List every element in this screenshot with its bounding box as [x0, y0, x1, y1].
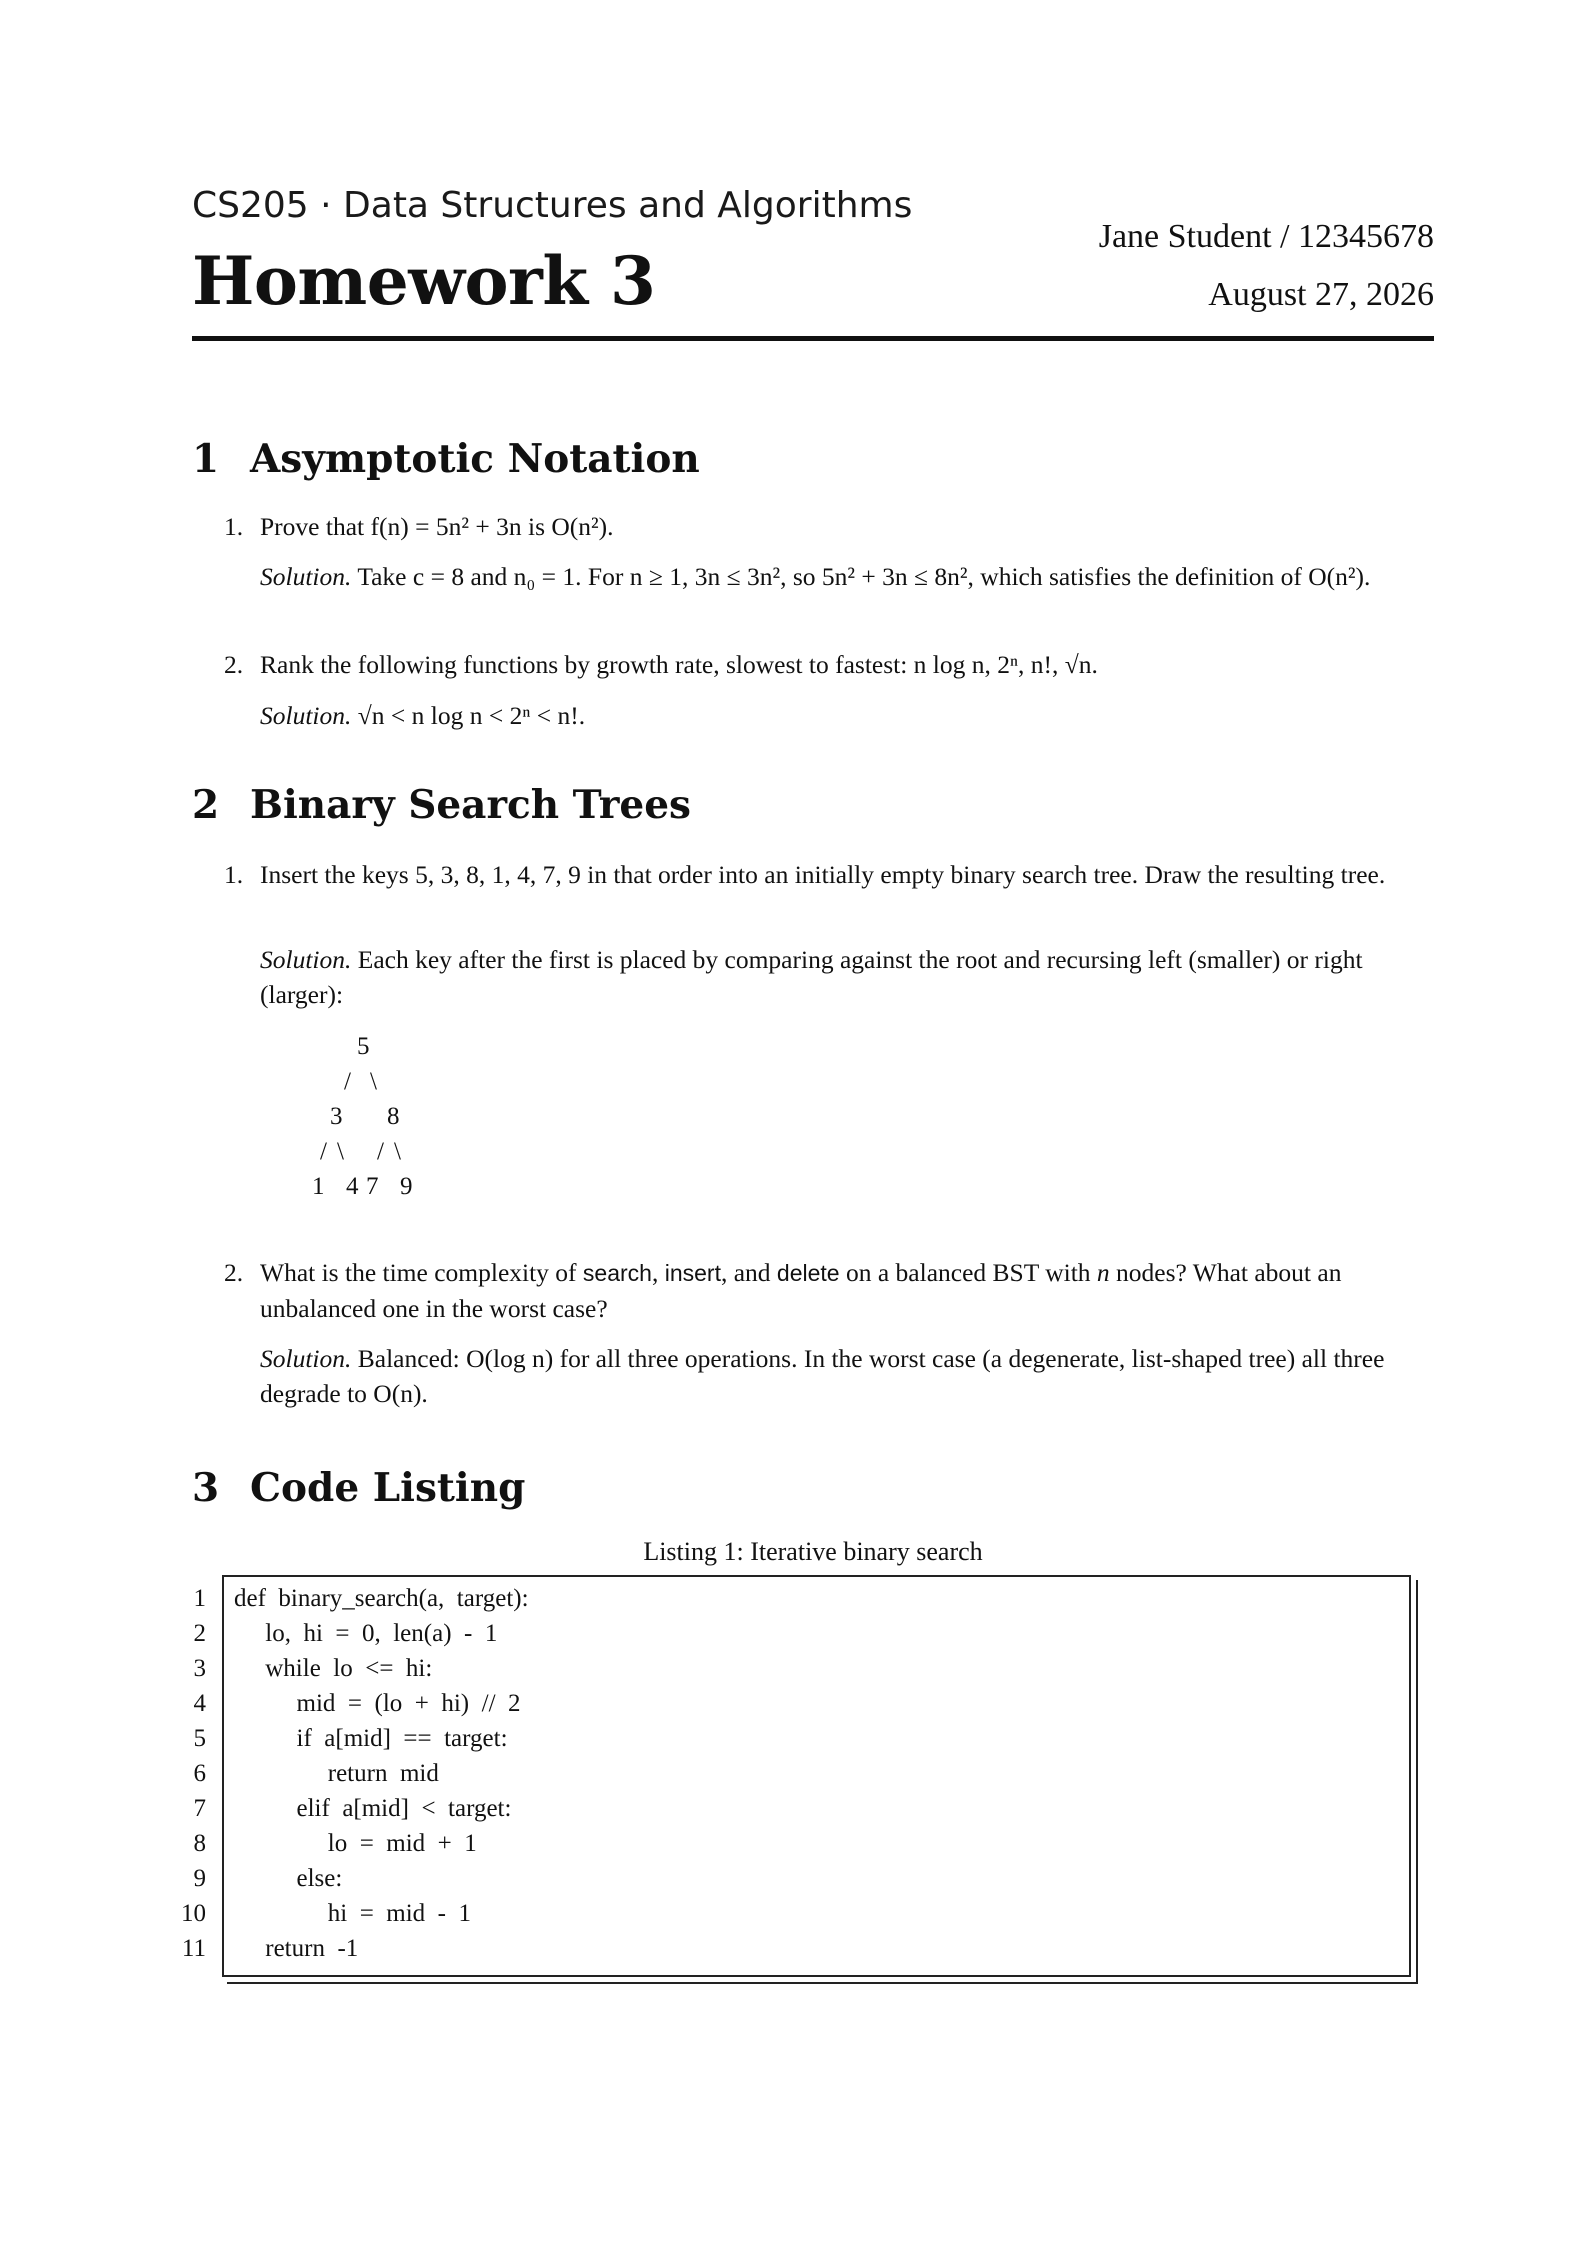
solution-block — [260, 559, 1434, 594]
solution-text: Take c = 8 and n₀ = 1. For n ≥ 1, 3n ≤ 3n², so 5n² + 3n ≤ 8n², which satisfies the definition of O(n²). — [357, 562, 1371, 591]
author-line: Jane Student / 12345678 — [1098, 218, 1434, 255]
section-title: Code Listing — [250, 1465, 526, 1511]
tree-node: 3 — [330, 1103, 343, 1130]
question-text-part: , and — [720, 1258, 777, 1287]
question-item — [224, 1255, 1434, 1326]
question-text: Prove that f(n) = 5n² + 3n is O(n²). — [260, 512, 614, 541]
code-line: else: — [234, 1865, 343, 1892]
question-text: Rank the following functions by growth rate, slowest to fastest: n log n, 2ⁿ, n!, √n. — [260, 650, 1098, 679]
course-name: CS205 · Data Structures and Algorithms — [192, 185, 913, 226]
header-rule — [192, 336, 1434, 341]
question-item — [224, 857, 1434, 892]
tree-node: 5 — [357, 1033, 370, 1060]
tree-node: 4 — [346, 1173, 359, 1200]
section-number: 2 — [192, 782, 220, 828]
line-number: 7 — [193, 1795, 206, 1822]
question-text-part: on a balanced BST with — [839, 1258, 1097, 1287]
date-line: August 27, 2026 — [1208, 276, 1434, 313]
math-variable: n — [1096, 1258, 1110, 1287]
tree-edge: / — [320, 1138, 327, 1165]
item-number: 2. — [224, 1258, 244, 1287]
tree-node: 1 — [312, 1173, 325, 1200]
inline-code: delete — [776, 1260, 840, 1286]
question-text: Insert the keys 5, 3, 8, 1, 4, 7, 9 in that order into an initially empty binary search tree. Draw the resulting tree. — [260, 860, 1386, 889]
question-item — [224, 647, 1434, 682]
line-number: 2 — [193, 1620, 206, 1647]
tree-edge: / — [344, 1068, 351, 1095]
document-page — [181, 0, 1434, 2245]
solution-block — [260, 1341, 1434, 1411]
solution-block — [260, 942, 1434, 1012]
tree-node: 7 — [366, 1173, 379, 1200]
code-line: return -1 — [234, 1935, 359, 1962]
tree-edge: \ — [370, 1068, 377, 1095]
item-number: 2. — [224, 650, 244, 679]
tree-node: 9 — [400, 1173, 413, 1200]
line-number: 6 — [193, 1760, 206, 1787]
code-line: lo, hi = 0, len(a) - 1 — [234, 1620, 498, 1647]
item-number: 1. — [224, 860, 244, 889]
question-text-part: nodes? What about an unbalanced one in the worst case? — [260, 1258, 1342, 1323]
question-item — [224, 509, 1434, 544]
solution-label: Solution. — [260, 945, 352, 974]
code-line: lo = mid + 1 — [234, 1830, 477, 1857]
item-number: 1. — [224, 512, 244, 541]
section-title: Binary Search Trees — [250, 782, 691, 828]
section-title: Asymptotic Notation — [250, 436, 700, 482]
section-number: 1 — [192, 436, 220, 482]
line-number: 4 — [193, 1690, 206, 1717]
section-number: 3 — [192, 1465, 220, 1511]
homework-title: Homework 3 — [192, 242, 656, 320]
solution-label: Solution. — [260, 562, 352, 591]
line-number: 5 — [193, 1725, 206, 1752]
tree-edge: \ — [337, 1138, 344, 1165]
line-number: 8 — [193, 1830, 206, 1857]
line-number: 10 — [181, 1900, 206, 1927]
inline-code: insert — [664, 1260, 721, 1286]
tree-edge: / — [377, 1138, 384, 1165]
tree-node: 8 — [387, 1103, 400, 1130]
code-line: mid = (lo + hi) // 2 — [234, 1690, 521, 1717]
inline-code: search — [582, 1260, 652, 1286]
listing-caption: Listing 1: Iterative binary search — [643, 1537, 983, 1566]
solution-text: √n < n log n < 2ⁿ < n!. — [357, 701, 586, 730]
code-line: while lo <= hi: — [234, 1655, 433, 1682]
question-text-part: , — [651, 1258, 665, 1287]
solution-label: Solution. — [260, 701, 352, 730]
line-number: 9 — [193, 1865, 206, 1892]
bst-diagram — [302, 1025, 562, 1205]
solution-block — [260, 698, 1434, 733]
code-line: return mid — [234, 1760, 439, 1787]
code-line: elif a[mid] < target: — [234, 1795, 512, 1822]
section-heading — [192, 436, 700, 482]
code-listing — [181, 1575, 1411, 1977]
line-number: 11 — [181, 1935, 206, 1962]
code-line: if a[mid] == target: — [234, 1725, 508, 1752]
question-text-part: What is the time complexity of — [260, 1258, 583, 1287]
solution-text: Balanced: O(log n) for all three operations. In the worst case (a degenerate, list-shaped tree) all three degrade to O(n). — [260, 1344, 1385, 1408]
solution-text: Each key after the first is placed by comparing against the root and recursing left (smaller) or right (larger): — [260, 945, 1363, 1009]
tree-edge: \ — [394, 1138, 401, 1165]
solution-label: Solution. — [260, 1344, 352, 1373]
line-number: 1 — [193, 1585, 206, 1612]
code-line: hi = mid - 1 — [234, 1900, 472, 1927]
section-heading — [192, 1465, 525, 1511]
question-text — [260, 1255, 1434, 1326]
line-number: 3 — [193, 1655, 206, 1682]
code-line: def binary_search(a, target): — [234, 1585, 529, 1612]
section-heading — [192, 782, 691, 828]
